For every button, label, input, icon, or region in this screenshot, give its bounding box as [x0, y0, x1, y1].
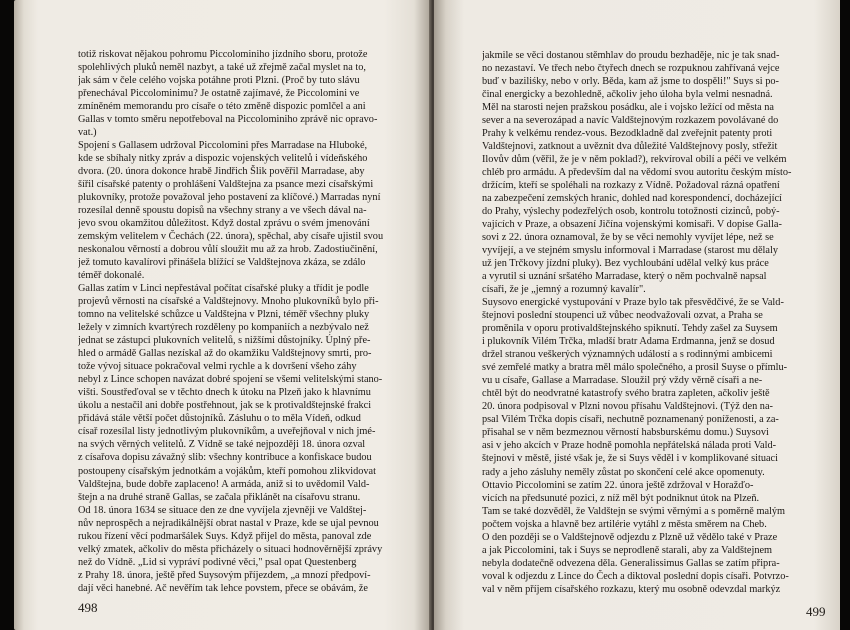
text-line: Gallas zatím v Linci nepřestával počítat císařské pluky a třídit je podle — [78, 283, 369, 295]
text-line: sovi z 22. února oznamoval, že by se věci nemohly vyvíjet lépe, než se — [482, 232, 774, 244]
text-line: tomno na velitelské schůzce u Valdštejna v Plzni, téměř všechny pluky — [78, 309, 370, 321]
text-line: psal Vilém Trčka dopis císaři, nechutně poznamenaný poníženosti, a za- — [482, 414, 779, 426]
text-line: 20. února podpisoval v Plzni novou přísahu Valdštejnovi. (Týž den na- — [482, 401, 773, 413]
text-line: dají věci hanebné. Ač nevěřím tak lehce povstem, přece se obávám, že — [78, 582, 368, 594]
text-line: už jen Trčkovy jízdní pluky). Bez vychloubání udělal velký kus práce — [482, 258, 769, 270]
text-line: Spojení s Gallasem udržoval Piccolomini přes Marradase na Hluboké, — [78, 140, 368, 152]
text-line: totiž riskovat nějakou pohromu Piccolominiho jízdního sboru, protože — [78, 49, 368, 60]
text-line: vu u císaře, Gallase a Marradase. Sloužil prý vždy věrně císaři a ne- — [482, 375, 763, 387]
text-line: štejnovi poslední stoupenci už vůbec neodvažovali ozvat, a Praha se — [482, 310, 763, 322]
text-line: své zemřelé matky a bratra měl málo společného, a prosil Suyse o přímlu- — [482, 362, 788, 374]
text-line: přisahal se v něm bezmeznou věrností habsburskému domu.) Suysovi — [482, 427, 769, 439]
text-line: rady a jeho zásluhy neměly zůstat po skončení celé akce opomenuty. — [482, 466, 765, 478]
text-line: než do Vídně. „Lid si vypráví podivné věci," psal opat Questenberg — [78, 556, 357, 568]
text-line: počtem vojska a hlavně bez artilérie vytáhl z města směrem na Cheb. — [482, 518, 767, 530]
text-line: jakmile se věci dostanou stěmhlav do proudu bezhadějе, nic je tak snad- — [482, 50, 780, 61]
text-line: a vyrutil si uznání sršatého Marradase, který o něm pochvalně napsal — [482, 271, 767, 283]
text-line: val v něm příjem císařského rozkazu, který mu osobně odevzdal markýz — [482, 583, 781, 595]
text-line: na svých věrných velitelů. Z Vídně se také nejpozději 18. února ozval — [78, 439, 366, 451]
text-line: přenechával Piccolominimu? Je ostatně zajímavé, že Piccolomini ve — [78, 88, 360, 100]
text-line: Suysovo energické vystupování v Praze bylo tak přesvědčivé, že se Vald- — [482, 297, 784, 309]
left-page — [14, 0, 429, 630]
text-line: Valdštejna, bude dobře zaplaceno! A armáda, aniž si to uvědomil Vald- — [78, 478, 370, 490]
text-line: štejnovi v městě, jisté však je, že si Suys věděl i v komplikované situaci — [482, 453, 778, 465]
text-line: nebyl z Lince schopen navázat dobré spojení se všemi velitelskými stano- — [78, 374, 383, 386]
right-page-number: 499 — [806, 604, 826, 619]
text-line: štejn a na druhé straně Gallas, se začala přiklánět na císařovu stranu. — [78, 491, 361, 503]
text-line: sever a na severozápad a navíc Valdštejnovým rozkazem povolávané do — [482, 115, 779, 127]
text-line: téměř dokonalé. — [78, 270, 145, 282]
text-line: spolehlivých pluků neměl nazbyt, a také už zřejmě začal myslet na to, — [78, 62, 366, 74]
text-line: Gallas v tomto směru nepotřeboval na Piccolominiho zprávě nic opravo- — [78, 114, 378, 126]
text-line: zemským velitelem v Čechách (22. února), spěchal, aby císaře ujistil svou — [78, 231, 384, 243]
text-line: Ilovův dům (věřil, že je v něm poklad?), rekvíroval obilí a péči ve velkém — [482, 154, 787, 166]
text-line: Od 18. února 1634 se situace den ze dne vyvíjela zjevněji ve Valdštej- — [78, 504, 367, 516]
text-line: Tam se také dozvěděl, že Valdštejn se svými věrnými a s poměrně malým — [482, 505, 786, 517]
text-line: z císařova dopisu závažný slib: všechny kontribuce a konfiskace budou — [78, 452, 372, 464]
text-line: a jak Piccolomini, tak i Suys se neprodleně starali, aby za Valdštejnem — [482, 544, 773, 556]
text-line: císaři, že je „jemný a rozumný kavalír". — [482, 284, 646, 296]
text-line: šířil císařské patenty o prohlášení Valdštejna za psance mezi císařskými — [78, 179, 374, 191]
text-line: i plukovník Vilém Trčka, mladší bratr Adama Erdmanna, jenž se dosud — [482, 336, 775, 348]
text-line: vat.) — [78, 127, 97, 139]
text-line: vajících v Praze, a obsazení Jičína vojenskými komisaři. V dopise Galla- — [482, 219, 782, 231]
text-line: držel stranou veškerých významných událostí a s rodinnými ambicemi — [482, 349, 773, 361]
text-line: vyvíjejí, a ve stejném smyslu informoval i Marradase (starost mu dělaly — [482, 245, 778, 257]
text-line: z Prahy 18. února, ještě před Suysovým příjezdem, „a mnozí předpoví- — [78, 569, 371, 581]
text-line: proměnila v oporu protivaldštejnského spiknutí. Tehdy zašel za Suysem — [482, 323, 778, 335]
text-line: chléb pro armádu. A především dal na vědomí svou autoritu českým místo- — [482, 167, 792, 179]
text-line: postoupeny císařským jednotkám a vojákům, kteří pomohou zlikvidovat — [78, 465, 376, 477]
text-line: Valdštejnovi, zatknout a uvěznit dva důležité Valdštejnovy posly, střežit — [482, 141, 778, 153]
text-line: Prahy k velkému rendez-vous. Bezodkladně dal zveřejnit patenty proti — [482, 128, 773, 140]
text-line: činal energicky a bezohledně, ačkoliv jeho úloha byla velmi nesnadná. — [482, 89, 773, 101]
text-line: chtěl být do neodvratné katastrofy svého bratra zapleten, ačkoliv ještě — [482, 388, 770, 400]
text-line: rukou řízení věcí podmaršálek Suys. Když přijel do města, panoval zde — [78, 530, 372, 542]
text-line: asi v jeho akcích v Praze hodně pomohla nepřátelská nálada proti Vald- — [482, 440, 777, 452]
text-line: kde se sbíhaly nitky zpráv a dispozic vojenských velitelů i vídeňského — [78, 153, 368, 165]
text-line: Měl na starosti nejen pražskou posádku, ale i vojsko ležící od města na — [482, 102, 774, 114]
text-line: Ottavio Piccolomini se zatím 22. února ještě zdržoval v Horažďo- — [482, 479, 754, 491]
text-line: ležely v zimních kvartýrech rozděleny po kompaniích a nezbývalo než — [78, 322, 369, 334]
text-line: velký zmatek, ačkoliv do města přicházely o situaci hodnověrnější zprávy — [78, 543, 383, 555]
text-line: jevo svou okamžitou důležitost. Když dostal zprávu o svém jmenování — [78, 218, 370, 230]
text-line: císař rozesílal listy jednotlivým plukovníkům, a uveřejňoval v nich jmé- — [78, 426, 376, 438]
text-line: O den později se o Valdštejnově odjezdu z Plzně už vědělo také v Praze — [482, 531, 778, 543]
text-line: nebyla dodatečně odvezena děla. Generalissimus Gallas se zatím připra- — [482, 557, 780, 569]
text-line: no nezastaví. Ve třech nebo čtyřech dnech se rozpuknou zahřívaná vejce — [482, 63, 780, 75]
text-line: vicích na předsunuté pozici, z níž měl být podniknut útok na Plzeň. — [482, 492, 760, 504]
text-line: hled o armádě Gallas nezískal až do okamžiku Valdštejnovy smrti, pro- — [78, 348, 372, 360]
text-line: na zabezpečení zemských hranic, dohled nad korespondencí, docházející — [482, 193, 782, 205]
text-line: buď v baziliśky, nebo v orly. Běda, kam až jsme to dospěli!" Suys si po- — [482, 76, 779, 88]
text-line: přidává stále větší počet důstojníků. Zásluhu o to měla Vídeň, odkud — [78, 413, 361, 425]
text-line: do Prahy, výslechy podezřelých osob, kontrolu totožnosti cizinců, pobý- — [482, 206, 780, 218]
text-line: dvora. (20. února dokonce hrabě Jindřich Šlik pověřil Marradase, aby — [78, 166, 365, 178]
text-line: jak sám v čele celého vojska potáhne proti Plzni. (Proč by tuto slávu — [78, 75, 360, 87]
right-page — [434, 0, 840, 630]
text-line: projevů věrnosti na císařské a Valdštejnovy. Mnoho plukovníků bylo při- — [78, 296, 379, 308]
text-line: neskonalou věrností a dobrou vůlí sloužit mu až za hrob. Zadostiučinění, — [78, 244, 378, 256]
text-line: úkolu a nestačil ani dobře postřehnout, jak se k protivaldštejnské frakci — [78, 400, 372, 412]
text-line: jednat se zástupci plukovních velitelů, s nižšími důstojníky. Úplný pře- — [78, 335, 371, 347]
text-line: držícím, kteří se spoléhali na rozkazy z Vídně. Požadoval rázná opatření — [482, 180, 780, 192]
text-line: voval k odjezdu z Lince do Čech a diktoval poslední dopis císaři. Potvrzo- — [482, 570, 789, 582]
text-line: zmíněném memorandu pro císaře o této změně dispozic pomlčel a ani — [78, 101, 366, 113]
left-page-number: 498 — [78, 600, 98, 615]
right-page-text — [482, 49, 830, 596]
text-line: rozesílal denně spoustu dopisů na všechny strany a ve všech dával na- — [78, 205, 367, 217]
text-line: plukovníky, protože považoval jeho postavení za klíčové.) Marradas nyní — [78, 192, 381, 204]
text-line: višti. Soustřeďoval se v těchto dnech k útoku na Plzeň jako k hlavnímu — [78, 387, 371, 399]
left-page-text — [78, 48, 429, 595]
text-line: tože vývoj situace pokračoval velmi rychle a k dovršení všeho záhy — [78, 361, 357, 373]
text-line: jež tomuto kavalírovi přinášela blížící se Valdštejnova zkáza, se zdálo — [78, 257, 366, 269]
text-line: nův neprospěch a nejradikálnější obrat nastal v Praze, kde se ujal pevnou — [78, 517, 379, 529]
